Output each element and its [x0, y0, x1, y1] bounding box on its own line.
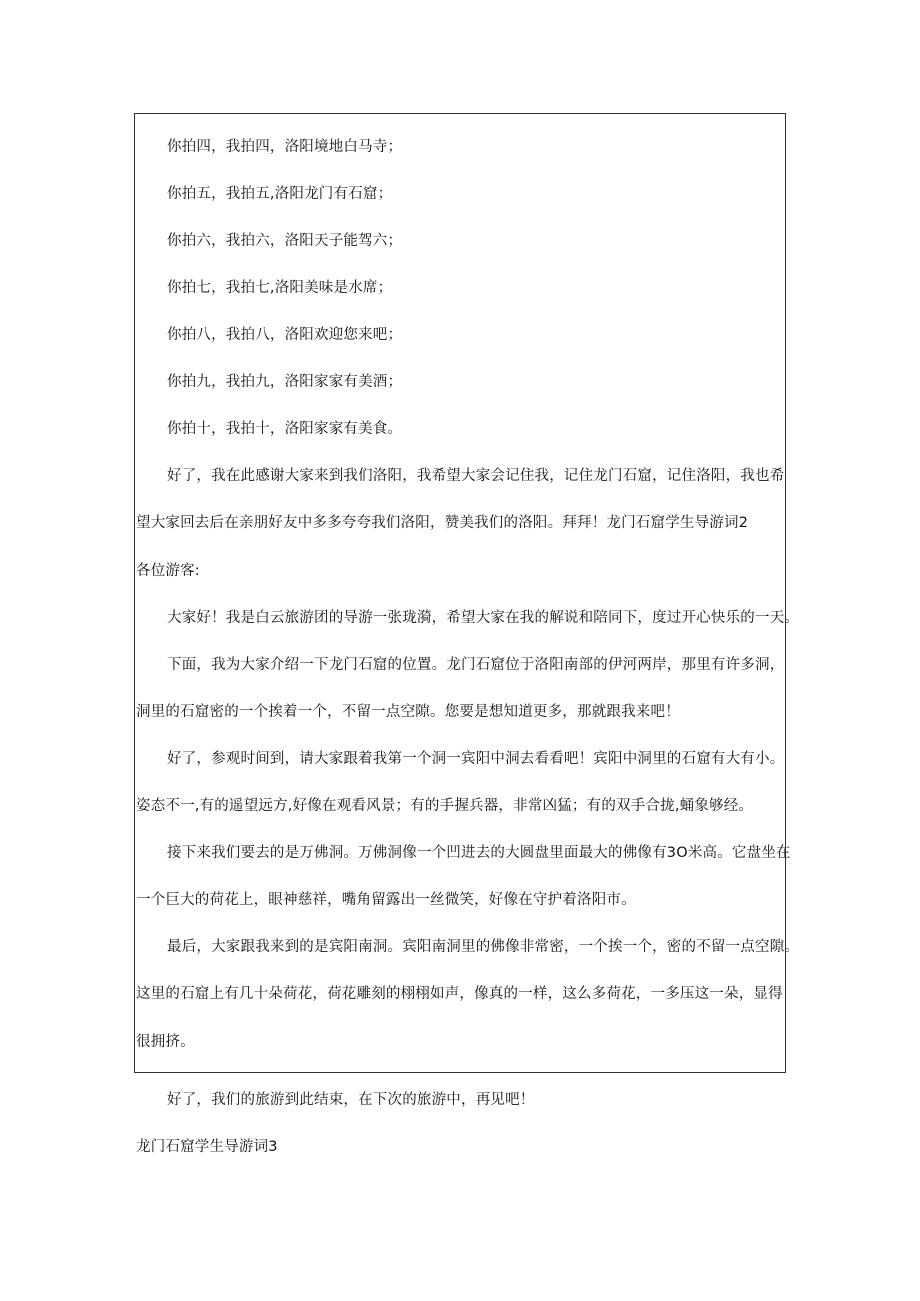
paragraph-line: 这里的石窟上有几十朵荷花，荷花雕刻的栩栩如声，像真的一样，这么多荷花，一多压这一朵，显得: [136, 986, 783, 1002]
paragraph-line: 你拍五，我拍五,洛阳龙门有石窟；: [167, 186, 393, 202]
section-heading: 龙门石窟学生导游词3: [136, 1139, 278, 1155]
paragraph-line: 大家好！我是白云旅游团的导游一张珑漪，希望大家在我的解说和陪同下，度过开心快乐的一天。: [167, 610, 800, 626]
paragraph-line: 好了，参观时间到，请大家跟着我第一个洞一宾阳中洞去看看吧！宾阳中洞里的石窟有大有小。: [167, 751, 785, 767]
paragraph-line: 下面，我为大家介绍一下龙门石窟的位置。龙门石窟位于洛阳南部的伊河两岸，那里有许多洞，: [167, 657, 785, 673]
paragraph-line: 你拍九，我拍九，洛阳家家有美酒；: [167, 374, 403, 390]
paragraph-line: 接下来我们要去的是万佛洞。万佛洞像一个凹进去的大圆盘里面最大的佛像有3O米高。它盘坐在: [167, 845, 791, 861]
paragraph-line: 你拍十，我拍十，洛阳家家有美食。: [167, 421, 403, 437]
text-frame: [134, 113, 786, 1073]
paragraph-line: 你拍六，我拍六，洛阳天子能驾六；: [167, 233, 403, 249]
paragraph-line: 姿态不一,有的遥望远方,好像在观看风景；有的手握兵器，非常凶猛；有的双手合拢,蛹象够经。: [136, 798, 754, 814]
paragraph-line: 洞里的石窟密的一个挨着一个，不留一点空隙。您要是想知道更多，那就跟我来吧！: [136, 704, 680, 720]
paragraph-line: 好了，我们的旅游到此结束，在下次的旅游中，再见吧！: [167, 1092, 535, 1108]
paragraph-line: 最后，大家跟我来到的是宾阳南洞。宾阳南洞里的佛像非常密，一个挨一个，密的不留一点空隙。: [167, 939, 800, 955]
paragraph-line: 各位游客:: [136, 563, 200, 579]
paragraph-line: 你拍八，我拍八，洛阳欢迎您来吧；: [167, 327, 403, 343]
paragraph-line: 你拍四，我拍四，洛阳境地白马寺；: [167, 139, 403, 155]
paragraph-line: 你拍七，我拍七,洛阳美味是水席；: [167, 280, 393, 296]
paragraph-line: 望大家回去后在亲朋好友中多多夸夸我们洛阳，赞美我们的洛阳。拜拜！龙门石窟学生导游词2: [136, 515, 749, 531]
paragraph-line: 好了，我在此感谢大家来到我们洛阳，我希望大家会记住我，记住龙门石窟，记住洛阳，我也希: [167, 468, 785, 484]
paragraph-line: 很拥挤。: [136, 1034, 195, 1050]
paragraph-line: 一个巨大的荷花上，眼神慈祥，嘴角留露出一丝微笑，好像在守护着洛阳市。: [136, 892, 636, 908]
